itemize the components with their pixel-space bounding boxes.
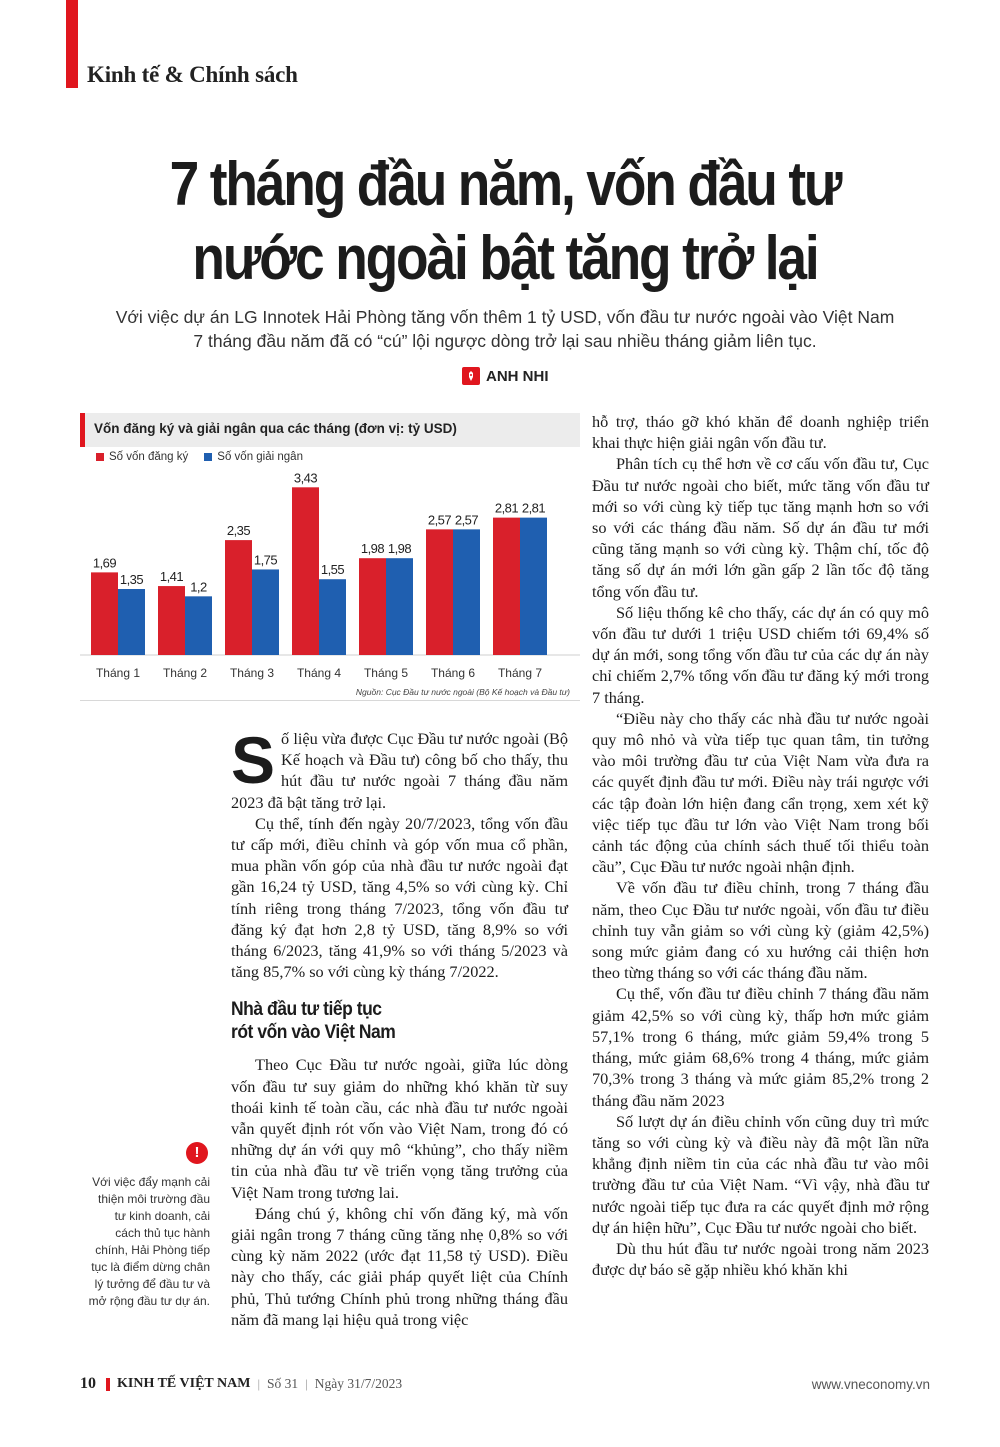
chart-plot bbox=[80, 469, 580, 687]
bar-registered bbox=[493, 518, 520, 655]
body-paragraph: Cụ thể, tính đến ngày 20/7/2023, tổng vốn đầu tư cấp mới, điều chỉnh và góp vốn mua cổ phần, mua phần vốn góp của nhà đầu tư nước ngoài đạt gần 16,24 tỷ USD, tăng 4,5% so với cùng kỳ. Chỉ tính riêng trong tháng 7/2023, tổng vốn đầu tư đăng ký đạt hơn 2,8 tỷ USD, tăng 8,9% so với tháng 6/2023, tăng 41,9% so với tháng 5/2023 và tăng 85,7% so với cùng kỳ tháng 7/2022. bbox=[231, 813, 568, 982]
chart-source: Nguồn: Cục Đầu tư nước ngoài (Bộ Kế hoạch và Đầu tư) bbox=[355, 687, 570, 697]
body-paragraph: “Điều này cho thấy các nhà đầu tư nước ngoài quy mô nhỏ và vừa tiếp tục quan tâm, tin tưởng vào môi trường đầu tư của Việt Nam vừa đưa ra các quyết định đầu tư mới. Điều này trái ngược với các tập đoàn lớn hiện đang cẩn trọng, xem xét kỹ việc tiếp tục đầu tư lớn vào Việt Nam trong bối cảnh tác động của chính sách thuế tối thiểu toàn cầu”, Cục Đầu tư nước ngoài nhận định. bbox=[592, 708, 929, 877]
chart-title: Vốn đăng ký và giải ngân qua các tháng (đơn vị: tỷ USD) bbox=[94, 421, 457, 436]
body-paragraph: Về vốn đầu tư điều chỉnh, trong 7 tháng đầu năm, theo Cục Đầu tư nước ngoài, vốn đầu tư điều chỉnh tuy vẫn giảm so với cùng kỳ (giảm 42,5%) song mức giảm đang có xu hướng cải thiện hơn theo từng tháng so với các tháng đầu năm. bbox=[592, 878, 929, 983]
subheading bbox=[231, 998, 541, 1044]
footer-accent-bar bbox=[106, 1378, 110, 1391]
byline-author: ANH NHI bbox=[486, 367, 549, 385]
headline-line-2: nước ngoài bật tăng trở lại bbox=[192, 224, 818, 293]
legend-swatch-registered bbox=[96, 453, 104, 461]
bar-disbursed bbox=[319, 579, 346, 655]
legend-label-disbursed: Số vốn giải ngân bbox=[217, 451, 303, 463]
data-label: 2,81 bbox=[494, 500, 519, 516]
x-tick-label: Tháng 2 bbox=[162, 666, 208, 680]
data-label: 1,69 bbox=[92, 555, 117, 571]
bar-disbursed bbox=[386, 558, 413, 655]
section-accent-bar bbox=[66, 0, 78, 88]
x-tick-label: Tháng 7 bbox=[497, 666, 543, 680]
x-tick-label: Tháng 6 bbox=[430, 666, 476, 680]
chart-bottom-rule bbox=[80, 700, 580, 701]
data-label: 2,57 bbox=[454, 512, 479, 528]
byline bbox=[462, 366, 549, 386]
subheading-line-1: Nhà đầu tư tiếp tục bbox=[231, 999, 382, 1021]
headline bbox=[122, 148, 887, 296]
data-label: 3,43 bbox=[293, 470, 318, 486]
data-label: 1,41 bbox=[159, 569, 184, 585]
data-label: 1,98 bbox=[360, 541, 385, 557]
issue-number: Số 31 bbox=[267, 1376, 299, 1391]
body-paragraph: Số liệu thống kê cho thấy, các dự án có quy mô vốn đầu tư dưới 1 triệu USD chiếm tới 69,4% số dự án mới, song tổng vốn đầu tư của các dự án này chỉ chiếm 2,7% tổng vốn đầu tư đăng ký mới trong 7 tháng. bbox=[592, 602, 929, 707]
data-label: 2,81 bbox=[521, 500, 546, 516]
footer-separator: | bbox=[257, 1376, 261, 1391]
data-label: 1,55 bbox=[320, 562, 345, 578]
body-paragraph: Dù thu hút đầu tư nước ngoài trong năm 2023 được dự báo sẽ gặp nhiều khó khăn khi bbox=[592, 1238, 929, 1280]
bar-disbursed bbox=[520, 518, 547, 655]
body-paragraph: Theo Cục Đầu tư nước ngoài, giữa lúc dòng vốn đầu tư suy giảm do những khó khăn từ suy thoái kinh tế toàn cầu, các nhà đầu tư nước ngoài vẫn quyết định rót vốn vào Việt Nam, trong đó có những dự án với quy mô “khủng”, cho thấy niềm tin của nhà đầu tư về triển vọng tăng trưởng của Việt Nam trong tương lai. bbox=[231, 1055, 568, 1202]
page-number: 10 bbox=[80, 1375, 96, 1392]
sapo-line-1: Với việc dự án LG Innotek Hải Phòng tăng vốn thêm 1 tỷ USD, vốn đầu tư nước ngoài vào Việt Nam bbox=[115, 307, 895, 327]
data-label: 1,2 bbox=[190, 579, 207, 595]
data-label: 2,57 bbox=[427, 512, 452, 528]
legend-label-registered: Số vốn đăng ký bbox=[109, 451, 189, 463]
x-tick-label: Tháng 3 bbox=[229, 666, 275, 680]
page-footer bbox=[80, 1374, 930, 1394]
bar-disbursed bbox=[185, 596, 212, 655]
pull-quote: Với việc đẩy mạnh cải thiện môi trường đầu tư kinh doanh, cải cách thủ tục hành chính, Hải Phòng tiếp tục là điểm dừng chân lý tưởng để đầu tư và mở rộng đầu tư dự án. bbox=[88, 1175, 210, 1308]
body-paragraph: Số lượt dự án điều chỉnh vốn cũng duy trì mức tăng so với cùng kỳ và điều này đã một lần nữa khẳng định niềm tin của các nhà đầu tư vào môi trường đầu tư của Việt Nam. “Vì vậy, nhà đầu tư nước ngoài tiếp tục đưa ra các quyết định mở rộng dự án hiện hữu”, Cục Đầu tư nước ngoài cho biết. bbox=[592, 1111, 929, 1237]
website-link[interactable]: www.vneconomy.vn bbox=[811, 1376, 930, 1392]
bar-registered bbox=[359, 558, 386, 655]
data-label: 2,35 bbox=[226, 523, 251, 539]
bar-registered bbox=[225, 540, 252, 655]
bar-registered bbox=[292, 487, 319, 655]
footer-separator: | bbox=[305, 1376, 308, 1391]
legend-swatch-disbursed bbox=[204, 453, 212, 461]
pen-icon bbox=[462, 367, 480, 385]
alert-icon: ! bbox=[186, 1142, 208, 1164]
sapo-line-2: 7 tháng đầu năm đã có “cú” lội ngược dòng trở lại sau nhiều tháng giảm liên tục. bbox=[193, 331, 817, 351]
body-paragraph: Cụ thể, vốn đầu tư điều chỉnh 7 tháng đầu năm giảm 42,5% so với cùng kỳ, thấp hơn mức giảm 57,1% trong 6 tháng, mức giảm 59,4% trong 5 tháng, mức giảm 68,6% trong 4 tháng, mức giảm 70,3% trong 3 tháng và mức giảm 85,2% trong 2 tháng đầu năm 2023 bbox=[592, 984, 929, 1110]
body-paragraph: Đáng chú ý, không chỉ vốn đăng ký, mà vốn giải ngân trong 7 tháng cũng tăng nhẹ 0,8% so với cùng kỳ năm 2022 (ước đạt 11,58 tỷ USD). Điều này cho thấy, các giải pháp quyết liệt của Chính phủ, Thủ tướng Chính phủ trong những tháng đầu năm đã mang lại hiệu quả trong việc bbox=[231, 1203, 568, 1329]
lead-text: ố liệu vừa được Cục Đầu tư nước ngoài (Bộ Kế hoạch và Đầu tư) công bố cho thấy, thu hút đầu tư nước ngoài 7 tháng đầu năm 2023 đã bật tăng trở lại. bbox=[231, 729, 568, 812]
bar-disbursed bbox=[118, 589, 145, 655]
bar-disbursed bbox=[252, 569, 279, 655]
legend-item-registered bbox=[96, 451, 188, 463]
bar-registered bbox=[91, 572, 118, 655]
bar-registered bbox=[426, 529, 453, 655]
x-tick-label: Tháng 4 bbox=[296, 666, 342, 680]
data-label: 1,35 bbox=[119, 572, 144, 587]
legend-item-disbursed bbox=[204, 451, 303, 463]
bar-registered bbox=[158, 586, 185, 655]
article-column-right bbox=[592, 411, 929, 1280]
data-label: 1,98 bbox=[387, 541, 412, 557]
sapo bbox=[110, 305, 900, 353]
section-label: Kinh tế & Chính sách bbox=[87, 62, 298, 87]
subheading-line-2: rót vốn vào Việt Nam bbox=[231, 1022, 396, 1044]
bar-chart bbox=[80, 413, 580, 705]
article-column-left bbox=[231, 723, 568, 1330]
lead-paragraph bbox=[231, 723, 568, 813]
issue-date: Ngày 31/7/2023 bbox=[314, 1376, 403, 1391]
chart-legend bbox=[96, 451, 303, 463]
drop-cap: S bbox=[231, 723, 276, 797]
headline-line-1: 7 tháng đầu năm, vốn đầu tư bbox=[169, 150, 841, 219]
body-paragraph: Phân tích cụ thể hơn về cơ cấu vốn đầu tư, Cục Đầu tư nước ngoài cho biết, mức tăng vốn đầu tư mới so với cùng kỳ tiếp tục tăng mạnh hơn so với so với các tháng đầu năm. Số dự án đầu tư mới cũng tăng mạnh so với cùng kỳ. Thậm chí, tốc độ tăng số dự án mới lớn gần gấp 2 lần tốc độ tăng tổng vốn đầu tư. bbox=[592, 454, 929, 601]
bar-disbursed bbox=[453, 529, 480, 655]
body-paragraph: hỗ trợ, tháo gỡ khó khăn để doanh nghiệp triển khai thực hiện giải ngân vốn đầu tư. bbox=[592, 412, 929, 453]
data-label: 1,75 bbox=[253, 552, 278, 568]
chart-title-accent bbox=[80, 413, 85, 447]
x-tick-label: Tháng 5 bbox=[363, 666, 409, 680]
magazine-name: KINH TẾ VIỆT NAM bbox=[117, 1376, 251, 1391]
x-tick-label: Tháng 1 bbox=[95, 666, 141, 680]
